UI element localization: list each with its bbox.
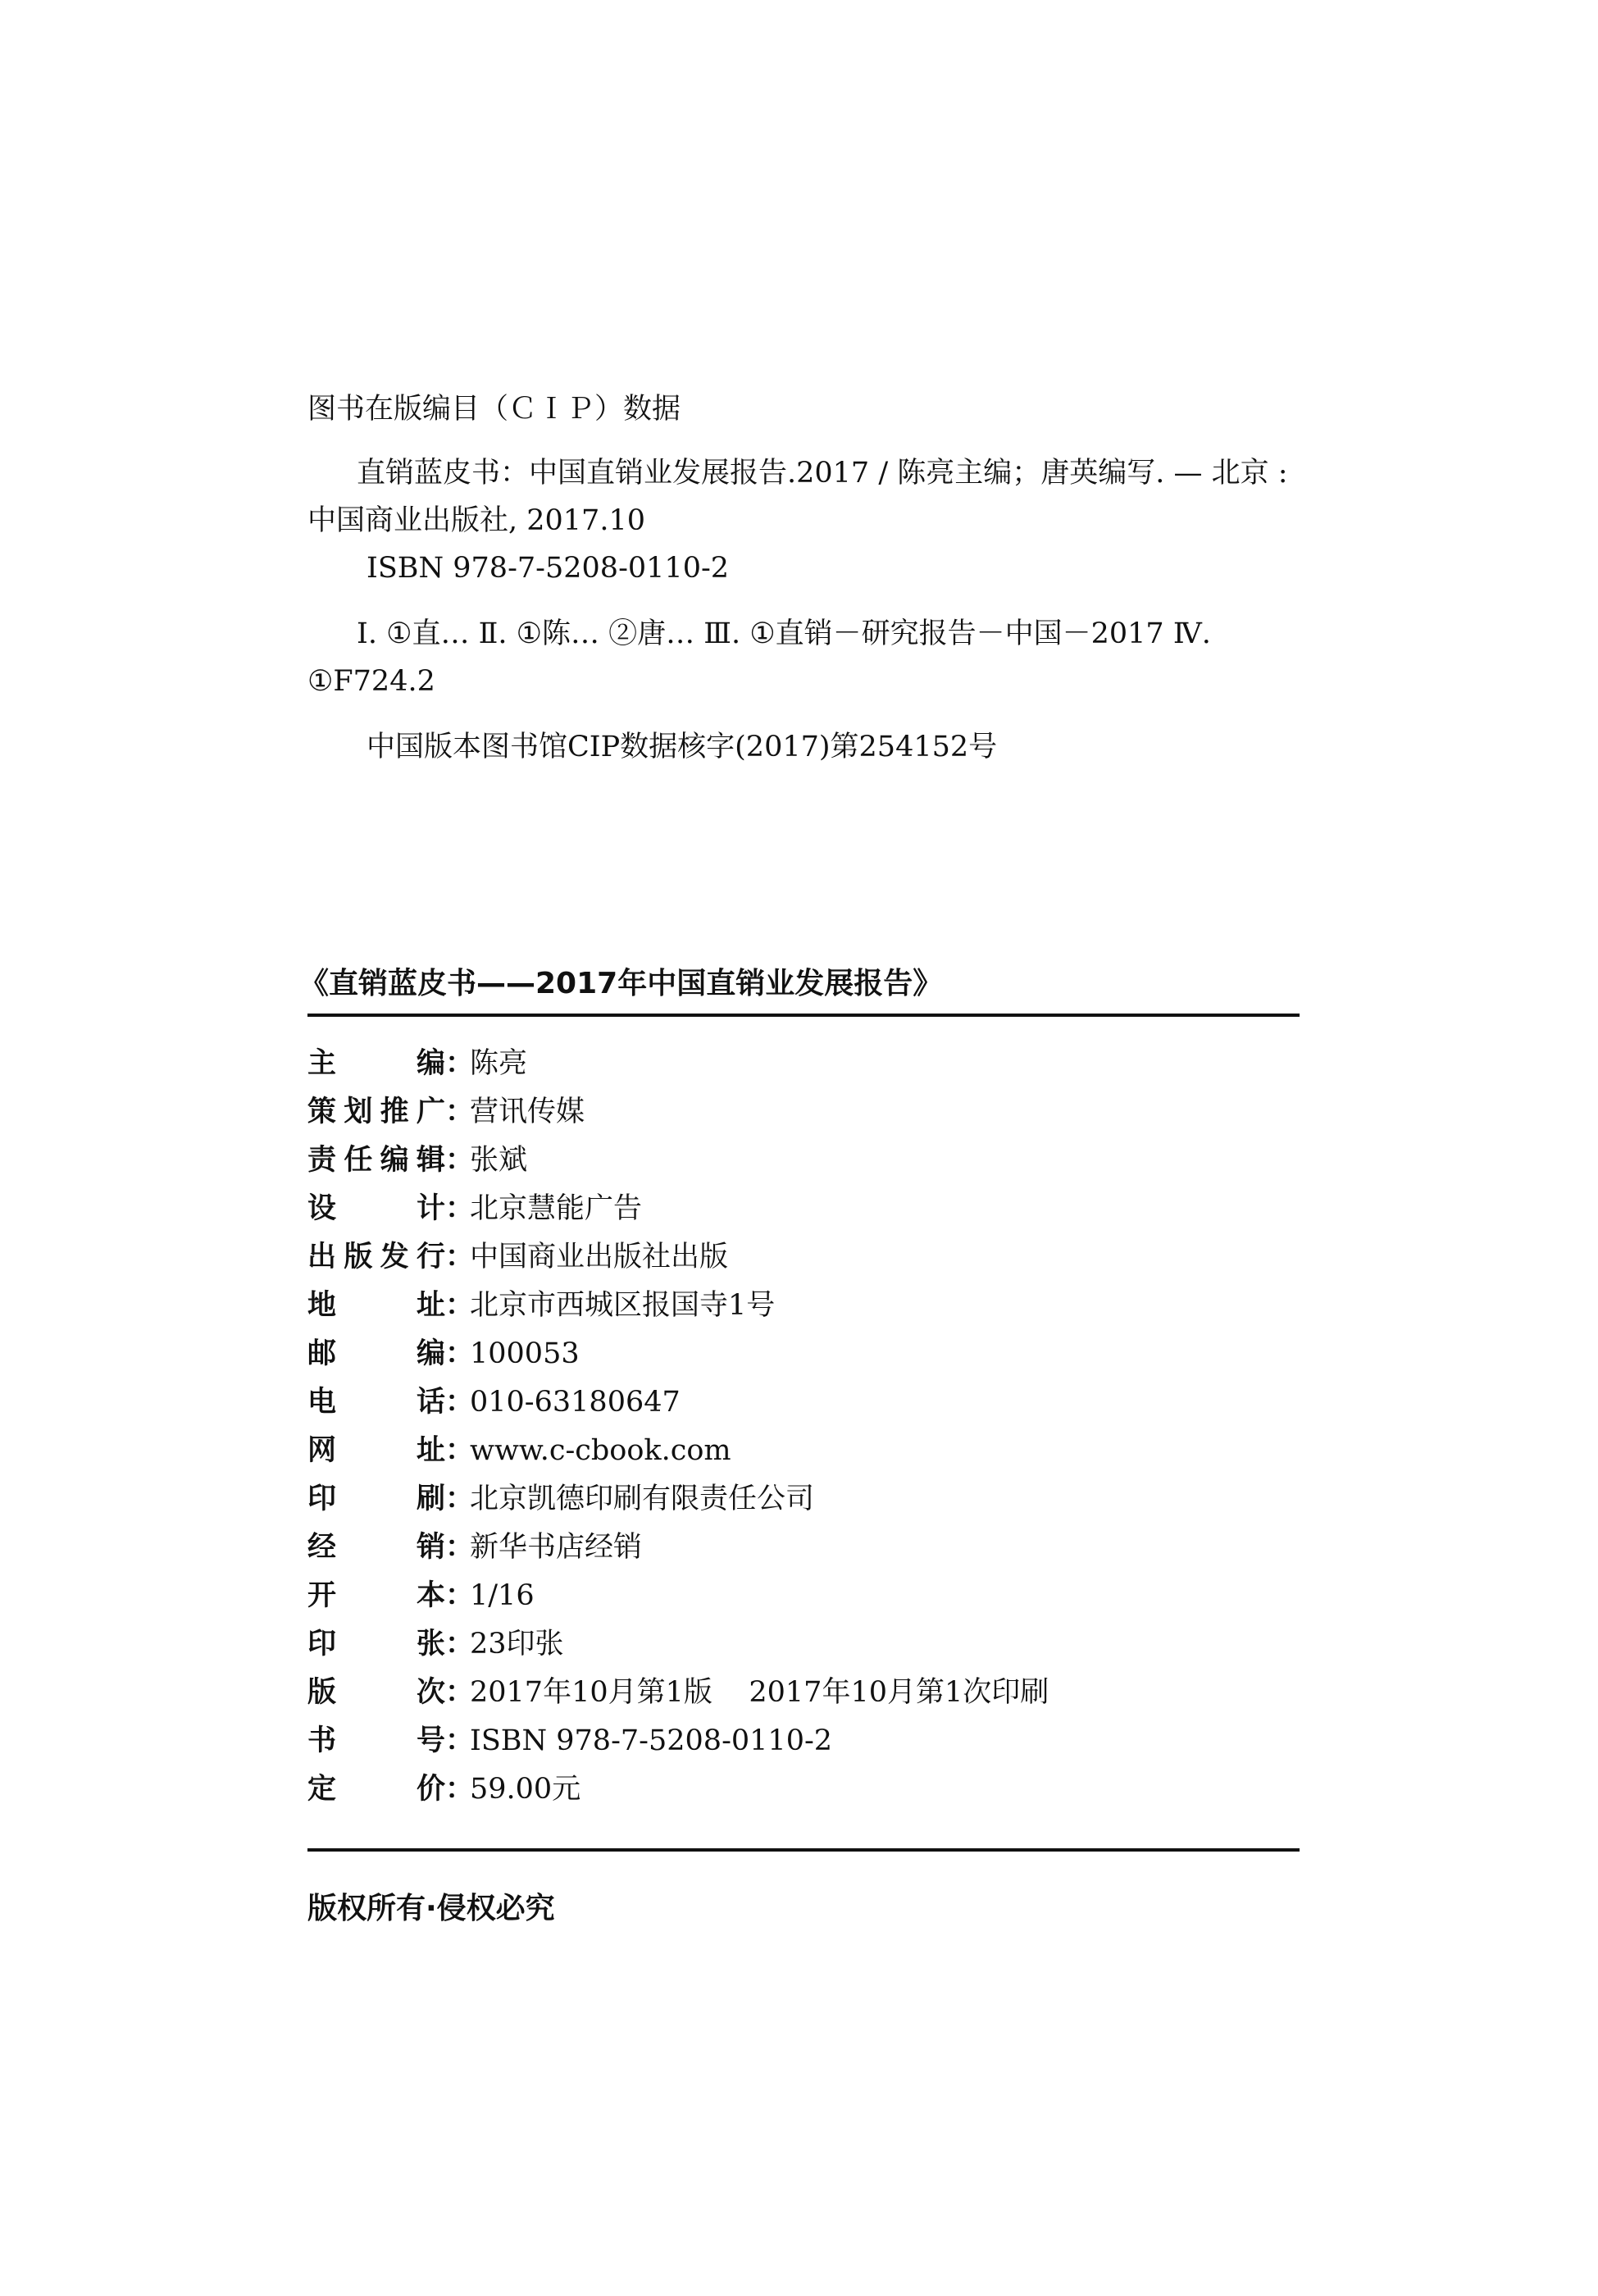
- cip-approval-number: 中国版本图书馆CIP数据核字(2017)第254152号: [366, 731, 998, 763]
- info-field-value: 23印张: [470, 1628, 564, 1660]
- cip-isbn: ISBN 978-7-5208-0110-2: [366, 552, 730, 585]
- info-field-value: ISBN 978-7-5208-0110-2: [470, 1724, 833, 1757]
- copyright-notice: 版权所有·侵权必究: [307, 1892, 555, 1925]
- info-field-label: 设计: [307, 1192, 445, 1225]
- info-field-value: 张斌: [470, 1144, 528, 1177]
- info-field-value: 中国商业出版社出版: [470, 1241, 729, 1273]
- info-field-colon: ：: [445, 1144, 475, 1177]
- info-field-row: [307, 1282, 1300, 1330]
- info-field-colon: ：: [445, 1047, 475, 1080]
- info-field-value: 新华书店经销: [470, 1531, 643, 1564]
- cip-bibliographic-entry: 直销蓝皮书：中国直销业发展报告.2017 / 陈亮主编；唐英编写. — 北京 : 中国商业出版社, 2017.10: [307, 457, 1288, 537]
- info-field-colon: ：: [445, 1386, 475, 1419]
- info-field-colon: ：: [445, 1289, 475, 1322]
- book-info-block: [299, 959, 1300, 1934]
- info-field-label: 经销: [307, 1531, 445, 1564]
- info-field-value: 100053: [470, 1337, 580, 1370]
- info-field-label: 邮编: [307, 1337, 445, 1370]
- info-field-label: 策划推广: [307, 1096, 445, 1128]
- info-field-value: 北京慧能广告: [470, 1192, 643, 1225]
- info-field-row: [307, 1330, 1300, 1378]
- cip-data-block: [307, 385, 1304, 771]
- info-field-row: [307, 1088, 1300, 1137]
- info-field-colon: ：: [445, 1531, 475, 1564]
- book-title: 《直销蓝皮书——2017年中国直销业发展报告》: [299, 967, 943, 1000]
- info-field-colon: ：: [445, 1241, 475, 1273]
- cip-heading: 图书在版编目（ＣＩＰ）数据: [307, 393, 681, 426]
- info-field-label: 印张: [307, 1628, 445, 1660]
- info-field-value: 营讯传媒: [470, 1096, 585, 1128]
- info-field-value: 陈亮: [470, 1047, 528, 1080]
- info-field-colon: ：: [445, 1434, 475, 1467]
- info-field-value: 1/16: [470, 1579, 535, 1612]
- info-field-value: 2017年10月第1版 2017年10月第1次印刷: [470, 1676, 1049, 1709]
- info-field-row: [307, 1765, 1300, 1814]
- info-field-value: 59.00元: [470, 1773, 581, 1806]
- info-field-colon: ：: [445, 1096, 475, 1128]
- info-field-value: 北京凯德印刷有限责任公司: [470, 1483, 815, 1515]
- info-field-row: [307, 1475, 1300, 1524]
- top-divider: [307, 1014, 1300, 1017]
- info-field-label: 书号: [307, 1724, 445, 1757]
- info-field-colon: ：: [445, 1483, 475, 1515]
- info-field-value: 010-63180647: [470, 1386, 681, 1419]
- info-field-label: 印刷: [307, 1483, 445, 1515]
- info-field-row: [307, 1233, 1300, 1282]
- info-field-colon: ：: [445, 1724, 475, 1757]
- info-field-colon: ：: [445, 1192, 475, 1225]
- info-field-row: [307, 1040, 1300, 1088]
- info-field-label: 网址: [307, 1434, 445, 1467]
- info-field-row: [307, 1427, 1300, 1475]
- info-field-row: [307, 1669, 1300, 1717]
- info-field-row: [307, 1620, 1300, 1669]
- info-field-label: 电话: [307, 1386, 445, 1419]
- info-field-label: 责任编辑: [307, 1144, 445, 1177]
- info-field-label: 地址: [307, 1289, 445, 1322]
- info-field-label: 版次: [307, 1676, 445, 1709]
- info-field-colon: ：: [445, 1579, 475, 1612]
- info-field-row: [307, 1717, 1300, 1765]
- book-info-fields: [307, 1040, 1300, 1814]
- info-field-row: [307, 1572, 1300, 1620]
- info-field-colon: ：: [445, 1337, 475, 1370]
- info-field-label: 主编: [307, 1047, 445, 1080]
- info-field-label: 定价: [307, 1773, 445, 1806]
- cip-classification: Ⅰ. ①直… Ⅱ. ①陈… ②唐… Ⅲ. ①直销－研究报告－中国－2017 Ⅳ. ①F724.2: [307, 617, 1211, 698]
- info-field-colon: ：: [445, 1773, 475, 1806]
- info-field-label: 出版发行: [307, 1241, 445, 1273]
- info-field-value: www.c-cbook.com: [470, 1434, 731, 1467]
- info-field-value: 北京市西城区报国寺1号: [470, 1289, 776, 1322]
- info-field-colon: ：: [445, 1676, 475, 1709]
- bottom-divider: [307, 1848, 1300, 1852]
- info-field-colon: ：: [445, 1628, 475, 1660]
- info-field-row: [307, 1185, 1300, 1233]
- info-field-row: [307, 1137, 1300, 1185]
- info-field-row: [307, 1524, 1300, 1572]
- info-field-row: [307, 1378, 1300, 1427]
- info-field-label: 开本: [307, 1579, 445, 1612]
